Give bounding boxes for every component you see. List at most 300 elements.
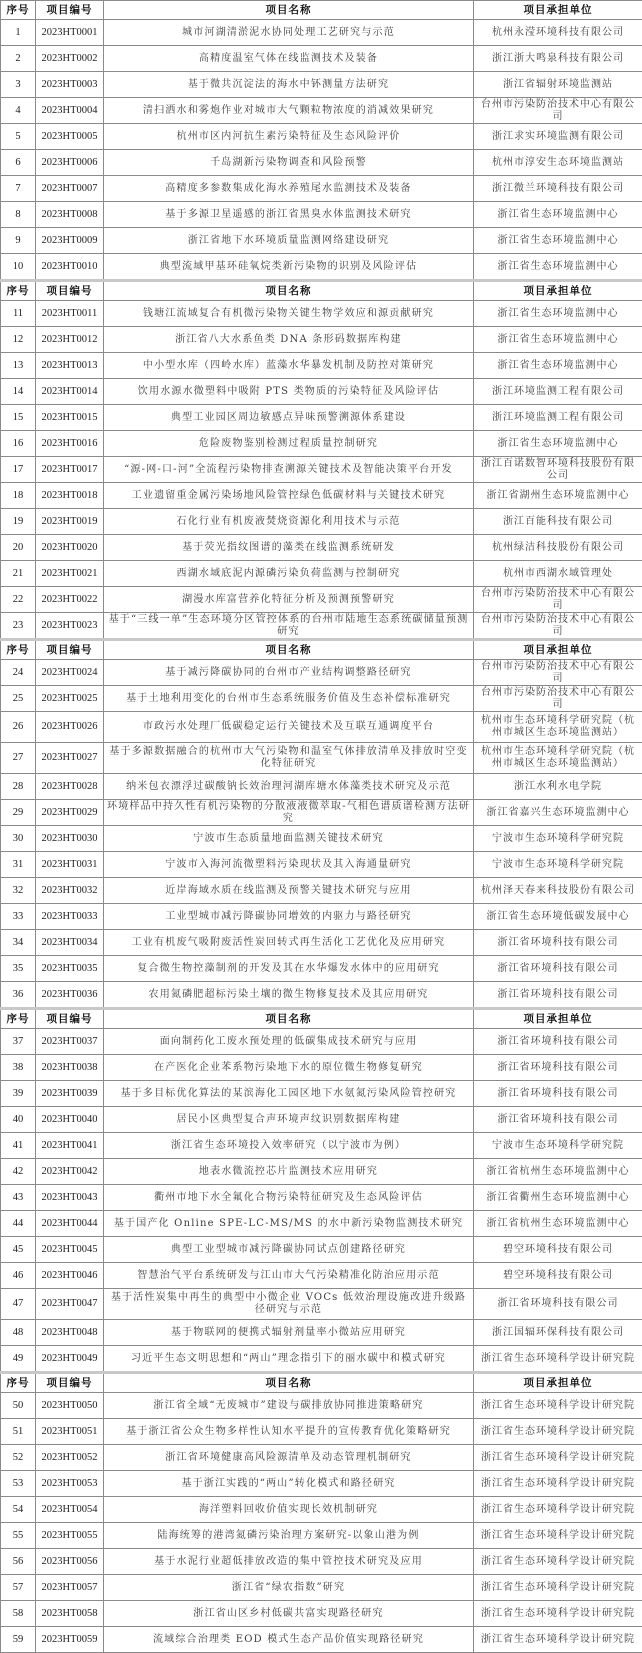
table-row [1, 982, 642, 1009]
table-row [1, 150, 642, 176]
cell-seq: 55 [1, 1523, 36, 1549]
cell-code: 2023HT0013 [36, 353, 104, 379]
cell-code: 2023HT0035 [36, 956, 104, 982]
cell-seq: 6 [1, 150, 36, 176]
cell-unit: 台州市污染防治技术中心有限公司 [474, 587, 642, 613]
cell-seq: 37 [1, 1029, 36, 1055]
cell-code: 2023HT0059 [36, 1627, 104, 1653]
cell-seq: 18 [1, 483, 36, 509]
cell-unit: 浙江省生态环境科学设计研究院 [474, 1346, 642, 1373]
cell-unit: 浙江国辐环保科技有限公司 [474, 1320, 642, 1346]
cell-unit: 浙江环境监测工程有限公司 [474, 405, 642, 431]
table-row [1, 587, 642, 613]
cell-unit: 浙江浙大鸣泉科技有限公司 [474, 46, 642, 72]
cell-code: 2023HT0012 [36, 327, 104, 353]
cell-name: 工业有机废气吸附废活性炭回转式再生活化工艺优化及应用研究 [104, 930, 474, 956]
cell-name: 在产医化企业苯系物污染地下水的原位微生物修复研究 [104, 1055, 474, 1081]
header-name: 项目名称 [104, 1009, 474, 1029]
cell-unit: 台州市污染防治技术中心有限公司 [474, 686, 642, 712]
table-row [1, 1211, 642, 1237]
cell-code: 2023HT0008 [36, 202, 104, 228]
header-code: 项目编号 [36, 1009, 104, 1029]
table-row [1, 1445, 642, 1471]
cell-unit: 浙江省生态环境科学设计研究院 [474, 1523, 642, 1549]
header-unit: 项目承担单位 [474, 1009, 642, 1029]
header-unit: 项目承担单位 [474, 281, 642, 301]
cell-unit: 浙江省湖州生态环境监测中心 [474, 483, 642, 509]
cell-seq: 38 [1, 1055, 36, 1081]
cell-code: 2023HT0018 [36, 483, 104, 509]
cell-unit: 浙江水利水电学院 [474, 774, 642, 800]
cell-code: 2023HT0040 [36, 1107, 104, 1133]
cell-name: 智慧治气平台系统研发与江山市大气污染精准化防治应用示范 [104, 1263, 474, 1289]
table-header-row [1, 640, 642, 660]
cell-unit: 碧空环境科技有限公司 [474, 1263, 642, 1289]
cell-unit: 宁波市生态环境科学研究院 [474, 1133, 642, 1159]
table-row [1, 800, 642, 826]
header-seq: 序号 [1, 1009, 36, 1029]
cell-unit: 台州市污染防治技术中心有限公司 [474, 613, 642, 640]
cell-code: 2023HT0027 [36, 743, 104, 774]
cell-name: 浙江省八大水系鱼类 DNA 条形码数据库构建 [104, 327, 474, 353]
cell-unit: 浙江省衢州生态环境监测中心 [474, 1185, 642, 1211]
cell-name: 基于水泥行业超低排放改造的集中管控技术研究及应用 [104, 1549, 474, 1575]
cell-code: 2023HT0044 [36, 1211, 104, 1237]
table-header-row [1, 281, 642, 301]
cell-unit: 杭州市淳安生态环境监测站 [474, 150, 642, 176]
cell-name: 工业遗留重金属污染场地风险管控绿色低碳材料与关键技术研究 [104, 483, 474, 509]
cell-name: 浙江省环境健康高风险源清单及动态管理机制研究 [104, 1445, 474, 1471]
cell-unit: 浙江省生态环境科学设计研究院 [474, 1471, 642, 1497]
cell-seq: 46 [1, 1263, 36, 1289]
cell-seq: 34 [1, 930, 36, 956]
cell-seq: 33 [1, 904, 36, 930]
table-row [1, 904, 642, 930]
table-row [1, 1549, 642, 1575]
header-code: 项目编号 [36, 1373, 104, 1393]
table-row [1, 1523, 642, 1549]
cell-name: 基于浙江实践的“两山”转化模式和路径研究 [104, 1471, 474, 1497]
cell-name: 高精度多参数集成化海水养殖尾水监测技术及装备 [104, 176, 474, 202]
table-row [1, 878, 642, 904]
header-seq: 序号 [1, 1, 36, 20]
table-row [1, 1133, 642, 1159]
cell-unit: 浙江百诺数智环境科技股份有限公司 [474, 457, 642, 483]
cell-seq: 7 [1, 176, 36, 202]
cell-unit: 浙江省杭州生态环境监测中心 [474, 1211, 642, 1237]
cell-name: 市政污水处理厂低碳稳定运行关键技术及互联互通调度平台 [104, 712, 474, 743]
table-row [1, 1081, 642, 1107]
table-row [1, 826, 642, 852]
cell-unit: 宁波市生态环境科学研究院 [474, 826, 642, 852]
cell-seq: 52 [1, 1445, 36, 1471]
cell-code: 2023HT0052 [36, 1445, 104, 1471]
cell-unit: 台州市污染防治技术中心有限公司 [474, 98, 642, 124]
table-row [1, 1055, 642, 1081]
table-row [1, 202, 642, 228]
cell-unit: 浙江省生态环境科学设计研究院 [474, 1549, 642, 1575]
cell-unit: 浙江省生态环境监测中心 [474, 202, 642, 228]
cell-code: 2023HT0014 [36, 379, 104, 405]
cell-seq: 54 [1, 1497, 36, 1523]
cell-seq: 28 [1, 774, 36, 800]
cell-seq: 45 [1, 1237, 36, 1263]
cell-seq: 17 [1, 457, 36, 483]
cell-unit: 浙江百能科技有限公司 [474, 509, 642, 535]
cell-name: 浙江省地下水环境质量监测网络建设研究 [104, 228, 474, 254]
table-row [1, 176, 642, 202]
table-row [1, 1627, 642, 1653]
cell-name: 工业型城市减污降碳协同增效的内驱力与路径研究 [104, 904, 474, 930]
header-name: 项目名称 [104, 640, 474, 660]
cell-seq: 48 [1, 1320, 36, 1346]
cell-name: 流域综合治理类 EOD 模式生态产品价值实现路径研究 [104, 1627, 474, 1653]
cell-name: 基于活性炭集中再生的典型中小微企业 VOCs 低效治理设施改进升级路径研究与示范 [104, 1289, 474, 1320]
cell-code: 2023HT0056 [36, 1549, 104, 1575]
table-row [1, 1029, 642, 1055]
table-row [1, 561, 642, 587]
cell-seq: 1 [1, 20, 36, 46]
table-row [1, 1471, 642, 1497]
cell-code: 2023HT0041 [36, 1133, 104, 1159]
table-row [1, 852, 642, 878]
cell-name: 危险废物鉴别检测过程质量控制研究 [104, 431, 474, 457]
cell-seq: 13 [1, 353, 36, 379]
cell-name: 面向制药化工废水预处理的低碳集成技术研究与应用 [104, 1029, 474, 1055]
cell-code: 2023HT0007 [36, 176, 104, 202]
cell-name: 环境样品中持久性有机污染物的分散液液微萃取-气相色谱质谱检测方法研究 [104, 800, 474, 826]
cell-name: 西湖水域底泥内源磷污染负荷监测与控制研究 [104, 561, 474, 587]
table-row [1, 1159, 642, 1185]
table-row [1, 535, 642, 561]
cell-code: 2023HT0055 [36, 1523, 104, 1549]
cell-unit: 浙江省生态环境科学设计研究院 [474, 1445, 642, 1471]
cell-code: 2023HT0058 [36, 1601, 104, 1627]
cell-seq: 14 [1, 379, 36, 405]
cell-unit: 浙江省环境科技有限公司 [474, 1055, 642, 1081]
table-row [1, 509, 642, 535]
cell-seq: 57 [1, 1575, 36, 1601]
header-unit: 项目承担单位 [474, 1373, 642, 1393]
cell-code: 2023HT0033 [36, 904, 104, 930]
cell-unit: 杭州市生态环境科学研究院（杭州市城区生态环境监测站） [474, 712, 642, 743]
cell-seq: 50 [1, 1393, 36, 1419]
cell-unit: 浙江省辐射环境监测站 [474, 72, 642, 98]
cell-name: 城市河湖清淤泥水协同处理工艺研究与示范 [104, 20, 474, 46]
cell-code: 2023HT0038 [36, 1055, 104, 1081]
table-row [1, 124, 642, 150]
cell-code: 2023HT0006 [36, 150, 104, 176]
cell-code: 2023HT0030 [36, 826, 104, 852]
table-header-row [1, 1373, 642, 1393]
cell-name: 饮用水源水微塑料中吸附 PTS 类物质的污染特征及风险评估 [104, 379, 474, 405]
cell-code: 2023HT0020 [36, 535, 104, 561]
cell-name: 海洋塑料回收价值实现长效机制研究 [104, 1497, 474, 1523]
table-row [1, 1497, 642, 1523]
table-header-row [1, 1, 642, 20]
cell-seq: 10 [1, 254, 36, 281]
cell-name: 浙江省“绿农指数”研究 [104, 1575, 474, 1601]
table-row [1, 98, 642, 124]
cell-unit: 浙江省生态环境监测中心 [474, 228, 642, 254]
cell-unit: 杭州市生态环境科学研究院（杭州市城区生态环境监测站） [474, 743, 642, 774]
cell-seq: 20 [1, 535, 36, 561]
table-row [1, 1320, 642, 1346]
cell-name: 千岛湖新污染物调查和风险预警 [104, 150, 474, 176]
cell-code: 2023HT0025 [36, 686, 104, 712]
cell-unit: 浙江求实环境监测有限公司 [474, 124, 642, 150]
cell-code: 2023HT0019 [36, 509, 104, 535]
cell-name: 清扫洒水和雾炮作业对城市大气颗粒物浓度的消减效果研究 [104, 98, 474, 124]
cell-code: 2023HT0031 [36, 852, 104, 878]
cell-unit: 浙江省生态环境监测中心 [474, 327, 642, 353]
table-row [1, 457, 642, 483]
cell-seq: 44 [1, 1211, 36, 1237]
cell-unit: 浙江微兰环境科技有限公司 [474, 176, 642, 202]
cell-seq: 59 [1, 1627, 36, 1653]
cell-name: 复合微生物控藻制剂的开发及其在水华爆发水体中的应用研究 [104, 956, 474, 982]
cell-code: 2023HT0043 [36, 1185, 104, 1211]
cell-code: 2023HT0051 [36, 1419, 104, 1445]
cell-seq: 31 [1, 852, 36, 878]
cell-name: 中小型水库（四岭水库）蓝藻水华暴发机制及防控对策研究 [104, 353, 474, 379]
cell-seq: 12 [1, 327, 36, 353]
cell-seq: 53 [1, 1471, 36, 1497]
cell-code: 2023HT0011 [36, 301, 104, 327]
cell-code: 2023HT0053 [36, 1471, 104, 1497]
cell-code: 2023HT0048 [36, 1320, 104, 1346]
cell-unit: 浙江省生态环境科学设计研究院 [474, 1419, 642, 1445]
cell-unit: 杭州泽天春来科技股份有限公司 [474, 878, 642, 904]
cell-unit: 浙江省环境科技有限公司 [474, 1029, 642, 1055]
cell-name: 石化行业有机废液焚烧资源化利用技术与示范 [104, 509, 474, 535]
cell-name: 基于多目标优化算法的某滨海化工园区地下水氨氮污染风险管控研究 [104, 1081, 474, 1107]
cell-seq: 2 [1, 46, 36, 72]
cell-code: 2023HT0021 [36, 561, 104, 587]
cell-name: 基于浙江省公众生物多样性认知水平提升的宣传教育优化策略研究 [104, 1419, 474, 1445]
table-row [1, 1419, 642, 1445]
cell-code: 2023HT0047 [36, 1289, 104, 1320]
header-seq: 序号 [1, 640, 36, 660]
cell-unit: 浙江省生态环境监测中心 [474, 353, 642, 379]
table-row [1, 743, 642, 774]
cell-seq: 39 [1, 1081, 36, 1107]
cell-code: 2023HT0017 [36, 457, 104, 483]
cell-seq: 49 [1, 1346, 36, 1373]
table-row [1, 1346, 642, 1373]
table-row [1, 228, 642, 254]
cell-name: 近岸海域水质在线监测及预警关键技术研究与应用 [104, 878, 474, 904]
cell-code: 2023HT0057 [36, 1575, 104, 1601]
cell-name: 典型工业园区周边敏感点异味预警溯源体系建设 [104, 405, 474, 431]
cell-unit: 浙江省环境科技有限公司 [474, 1081, 642, 1107]
cell-code: 2023HT0028 [36, 774, 104, 800]
header-code: 项目编号 [36, 281, 104, 301]
header-unit: 项目承担单位 [474, 1, 642, 20]
cell-unit: 浙江省环境科技有限公司 [474, 956, 642, 982]
table-row [1, 1393, 642, 1419]
cell-seq: 21 [1, 561, 36, 587]
header-name: 项目名称 [104, 281, 474, 301]
cell-unit: 杭州绿洁科技股份有限公司 [474, 535, 642, 561]
cell-unit: 浙江省环境科技有限公司 [474, 1289, 642, 1320]
cell-code: 2023HT0036 [36, 982, 104, 1009]
table-row [1, 46, 642, 72]
cell-name: 基于多源数据融合的杭州市大气污染物和温室气体排放清单及排放时空变化特征研究 [104, 743, 474, 774]
cell-unit: 浙江省生态环境低碳发展中心 [474, 904, 642, 930]
cell-unit: 宁波市生态环境科学研究院 [474, 852, 642, 878]
cell-name: 基于土地利用变化的台州市生态系统服务价值及生态补偿标准研究 [104, 686, 474, 712]
cell-code: 2023HT0037 [36, 1029, 104, 1055]
cell-name: 湖漫水库富营养化特征分析及预测预警研究 [104, 587, 474, 613]
cell-seq: 24 [1, 660, 36, 686]
cell-name: 浙江省全域“无废城市”建设与碳排放协同推进策略研究 [104, 1393, 474, 1419]
cell-code: 2023HT0016 [36, 431, 104, 457]
cell-name: 衢州市地下水全氟化合物污染特征研究及生态风险评估 [104, 1185, 474, 1211]
cell-code: 2023HT0045 [36, 1237, 104, 1263]
cell-seq: 4 [1, 98, 36, 124]
cell-name: 地表水微流控芯片监测技术应用研究 [104, 1159, 474, 1185]
cell-code: 2023HT0042 [36, 1159, 104, 1185]
cell-unit: 杭州市西湖水域管理处 [474, 561, 642, 587]
cell-unit: 碧空环境科技有限公司 [474, 1237, 642, 1263]
cell-code: 2023HT0009 [36, 228, 104, 254]
cell-name: 纳米包衣漂浮过碳酸钠长效治理河湖库塘水体藻类技术研究及示范 [104, 774, 474, 800]
cell-unit: 浙江省环境科技有限公司 [474, 982, 642, 1009]
cell-unit: 浙江省环境科技有限公司 [474, 930, 642, 956]
cell-unit: 浙江省生态环境监测中心 [474, 301, 642, 327]
cell-seq: 23 [1, 613, 36, 640]
cell-code: 2023HT0046 [36, 1263, 104, 1289]
cell-seq: 19 [1, 509, 36, 535]
cell-seq: 35 [1, 956, 36, 982]
table-row [1, 353, 642, 379]
cell-code: 2023HT0039 [36, 1081, 104, 1107]
cell-name: 高精度温室气体在线监测技术及装备 [104, 46, 474, 72]
cell-unit: 浙江省杭州生态环境监测中心 [474, 1159, 642, 1185]
cell-name: 浙江省山区乡村低碳共富实现路径研究 [104, 1601, 474, 1627]
table-row [1, 379, 642, 405]
cell-name: 浙江省生态环境投入效率研究（以宁波市为例） [104, 1133, 474, 1159]
table-row [1, 956, 642, 982]
cell-seq: 51 [1, 1419, 36, 1445]
cell-seq: 58 [1, 1601, 36, 1627]
header-unit: 项目承担单位 [474, 640, 642, 660]
cell-code: 2023HT0029 [36, 800, 104, 826]
header-name: 项目名称 [104, 1373, 474, 1393]
cell-name: 基于微共沉淀法的海水中钚测量方法研究 [104, 72, 474, 98]
cell-code: 2023HT0023 [36, 613, 104, 640]
table-row [1, 405, 642, 431]
cell-code: 2023HT0034 [36, 930, 104, 956]
table-row [1, 1575, 642, 1601]
cell-seq: 16 [1, 431, 36, 457]
table-row [1, 712, 642, 743]
cell-code: 2023HT0032 [36, 878, 104, 904]
cell-seq: 15 [1, 405, 36, 431]
cell-unit: 浙江省生态环境科学设计研究院 [474, 1497, 642, 1523]
cell-name: 钱塘江流域复合有机微污染物关键生物学效应和源贡献研究 [104, 301, 474, 327]
table-row [1, 431, 642, 457]
cell-name: 基于“三线一单”生态环境分区管控体系的台州市陆地生态系统碳储量预测研究 [104, 613, 474, 640]
table-row [1, 1289, 642, 1320]
cell-code: 2023HT0024 [36, 660, 104, 686]
cell-seq: 8 [1, 202, 36, 228]
table-row [1, 327, 642, 353]
cell-seq: 40 [1, 1107, 36, 1133]
cell-unit: 浙江省生态环境科学设计研究院 [474, 1601, 642, 1627]
table-row [1, 301, 642, 327]
header-name: 项目名称 [104, 1, 474, 20]
table-row [1, 1107, 642, 1133]
table-row [1, 1263, 642, 1289]
cell-seq: 32 [1, 878, 36, 904]
table-row [1, 613, 642, 640]
header-code: 项目编号 [36, 1, 104, 20]
cell-seq: 25 [1, 686, 36, 712]
cell-name: 农用氮磷肥超标污染土壤的微生物修复技术及其应用研究 [104, 982, 474, 1009]
cell-name: 宁波市入海河流微塑料污染现状及其入海通量研究 [104, 852, 474, 878]
header-seq: 序号 [1, 281, 36, 301]
cell-code: 2023HT0015 [36, 405, 104, 431]
cell-name: 基于减污降碳协同的台州市产业结构调整路径研究 [104, 660, 474, 686]
cell-name: 习近平生态文明思想和“两山”理念指引下的丽水碳中和模式研究 [104, 1346, 474, 1373]
cell-seq: 47 [1, 1289, 36, 1320]
cell-code: 2023HT0050 [36, 1393, 104, 1419]
cell-unit: 杭州永滢环境科技有限公司 [474, 20, 642, 46]
cell-seq: 27 [1, 743, 36, 774]
cell-seq: 41 [1, 1133, 36, 1159]
header-seq: 序号 [1, 1373, 36, 1393]
cell-unit: 台州市污染防治技术中心有限公司 [474, 660, 642, 686]
table-header-row [1, 1009, 642, 1029]
cell-seq: 30 [1, 826, 36, 852]
cell-code: 2023HT0002 [36, 46, 104, 72]
cell-unit: 浙江环境监测工程有限公司 [474, 379, 642, 405]
cell-name: 典型工业型城市减污降碳协同试点创建路径研究 [104, 1237, 474, 1263]
cell-name: 宁波市生态质量地面监测关键技术研究 [104, 826, 474, 852]
cell-seq: 9 [1, 228, 36, 254]
table-row [1, 254, 642, 281]
table-row [1, 774, 642, 800]
table-row [1, 483, 642, 509]
cell-seq: 56 [1, 1549, 36, 1575]
table-row [1, 1185, 642, 1211]
cell-name: “源-网-口-河”全流程污染物排查溯源关键技术及智能决策平台开发 [104, 457, 474, 483]
cell-unit: 浙江省生态环境科学设计研究院 [474, 1627, 642, 1653]
cell-name: 典型流域甲基环硅氧烷类新污染物的识别及风险评估 [104, 254, 474, 281]
table-row [1, 72, 642, 98]
cell-code: 2023HT0005 [36, 124, 104, 150]
cell-unit: 浙江省生态环境科学设计研究院 [474, 1575, 642, 1601]
cell-name: 基于物联网的便携式辐射剂量率小微站应用研究 [104, 1320, 474, 1346]
cell-name: 居民小区典型复合声环境声纹识别数据库构建 [104, 1107, 474, 1133]
cell-seq: 11 [1, 301, 36, 327]
table-row [1, 1601, 642, 1627]
cell-code: 2023HT0003 [36, 72, 104, 98]
cell-seq: 42 [1, 1159, 36, 1185]
table-row [1, 930, 642, 956]
cell-seq: 36 [1, 982, 36, 1009]
cell-name: 基于国产化 Online SPE-LC-MS/MS 的水中新污染物监测技术研究 [104, 1211, 474, 1237]
cell-code: 2023HT0010 [36, 254, 104, 281]
cell-code: 2023HT0026 [36, 712, 104, 743]
cell-code: 2023HT0004 [36, 98, 104, 124]
table-row [1, 686, 642, 712]
cell-seq: 22 [1, 587, 36, 613]
cell-unit: 浙江省环境科技有限公司 [474, 1107, 642, 1133]
cell-seq: 5 [1, 124, 36, 150]
